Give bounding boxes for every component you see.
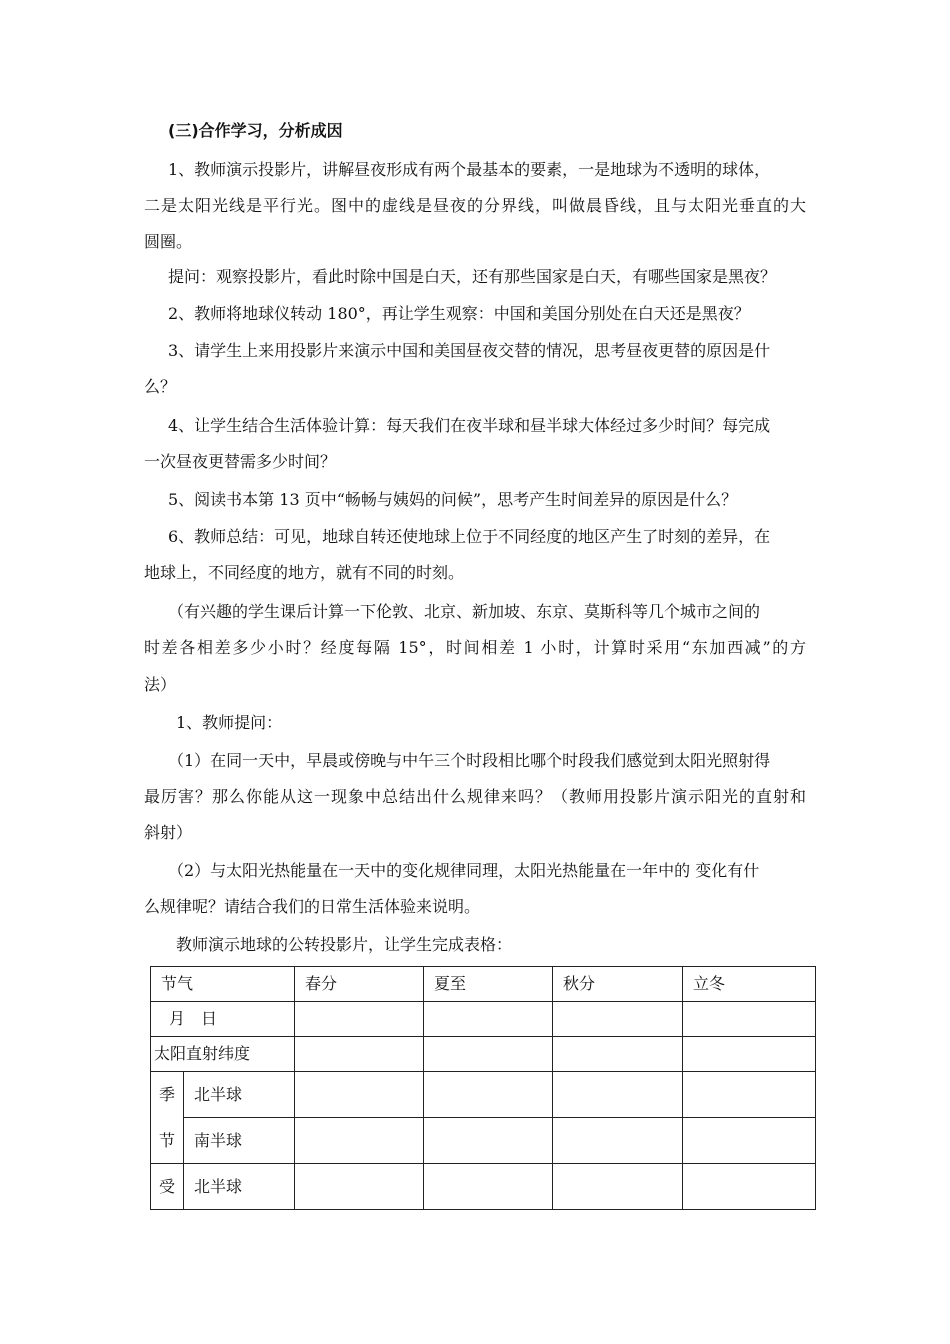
table-cell[interactable]	[424, 1037, 553, 1072]
table-cell[interactable]	[424, 1002, 553, 1037]
table-row	[151, 1118, 816, 1164]
table-row	[151, 1037, 816, 1072]
table-cell[interactable]	[424, 1072, 553, 1118]
table-header-cell: 秋分	[553, 967, 683, 1002]
table-row	[151, 1072, 816, 1118]
paragraph-7-line-3: 法）	[144, 675, 177, 694]
table-row	[151, 1164, 816, 1210]
paragraph-question-2-line-1: （2）与太阳光热能量在一天中的变化规律同理，太阳光热能量在一年中的 变化有什	[168, 861, 760, 880]
table-cell[interactable]	[295, 1072, 424, 1118]
paragraph-7-line-1: （有兴趣的学生课后计算一下伦敦、北京、新加坡、东京、莫斯科等几个城市之间的	[168, 602, 761, 621]
table-header-row	[151, 967, 816, 1002]
paragraph-5: 5、阅读书本第 13 页中“畅畅与姨妈的问候”，思考产生时间差异的原因是什么？	[168, 490, 738, 509]
table-header-cell: 立冬	[683, 967, 816, 1002]
paragraph-1-line-3: 圆圈。	[144, 232, 193, 251]
paragraph-3-line-1: 3、请学生上来用投影片来演示中国和美国昼夜交替的情况，思考昼夜更替的原因是什	[168, 341, 771, 360]
section-heading: (三)合作学习，分析成因	[168, 121, 343, 140]
row-label-south: 南半球	[184, 1118, 295, 1164]
table-header-cell: 节气	[151, 967, 295, 1002]
paragraph-question-1-line-2: 最厉害？那么你能从这一现象中总结出什么规律来吗？（教师用投影片演示阳光的直射和	[144, 787, 806, 806]
table-cell[interactable]	[424, 1118, 553, 1164]
table-cell[interactable]	[295, 1037, 424, 1072]
group-label-season-char-1: 季	[158, 1084, 175, 1104]
table-cell[interactable]	[295, 1002, 424, 1037]
group-label-season	[151, 1072, 184, 1164]
table-cell[interactable]	[683, 1037, 816, 1072]
paragraph-3-line-2: 么？	[144, 377, 177, 396]
group-label-season-char-2: 节	[158, 1130, 175, 1150]
table-cell[interactable]	[295, 1164, 424, 1210]
paragraph-question-2-line-2: 么规律呢？请结合我们的日常生活体验来说明。	[144, 897, 481, 916]
paragraph-4-line-1: 4、让学生结合生活体验计算：每天我们在夜半球和昼半球大体经过多少时间？每完成	[168, 416, 771, 435]
group-label-receive: 受	[151, 1164, 184, 1210]
table-cell[interactable]	[424, 1164, 553, 1210]
row-label-date: 月 日	[151, 1002, 295, 1037]
table-cell[interactable]	[683, 1002, 816, 1037]
paragraph-question-1-line-3: 斜射）	[144, 823, 193, 842]
table-cell[interactable]	[553, 1037, 683, 1072]
table-cell[interactable]	[295, 1118, 424, 1164]
row-label-north: 北半球	[184, 1164, 295, 1210]
table-row	[151, 1002, 816, 1037]
table-cell[interactable]	[683, 1164, 816, 1210]
paragraph-1-line-1: 1、教师演示投影片，讲解昼夜形成有两个最基本的要素，一是地球为不透明的球体，	[168, 160, 771, 179]
row-label-latitude: 太阳直射纬度	[151, 1037, 295, 1072]
table-cell[interactable]	[553, 1118, 683, 1164]
solar-terms-table	[150, 966, 816, 1210]
row-label-north: 北半球	[184, 1072, 295, 1118]
table-header-cell: 春分	[295, 967, 424, 1002]
paragraph-table-intro: 教师演示地球的公转投影片，让学生完成表格：	[176, 935, 513, 954]
paragraph-4-line-2: 一次昼夜更替需多少时间？	[144, 452, 337, 471]
table-cell[interactable]	[553, 1072, 683, 1118]
paragraph-6-line-1: 6、教师总结：可见，地球自转还使地球上位于不同经度的地区产生了时刻的差异，在	[168, 527, 771, 546]
paragraph-1-line-2: 二是太阳光线是平行光。图中的虚线是昼夜的分界线，叫做晨昏线，且与太阳光垂直的大	[144, 196, 806, 215]
paragraph-6-line-2: 地球上，不同经度的地方，就有不同的时刻。	[144, 563, 465, 582]
table-cell[interactable]	[553, 1002, 683, 1037]
paragraph-2: 2、教师将地球仪转动 180°，再让学生观察：中国和美国分别处在白天还是黑夜？	[168, 304, 750, 323]
paragraph-7-line-2: 时差各相差多少小时？经度每隔 15°，时间相差 1 小时，计算时采用“东加西减”的方	[144, 638, 806, 657]
table-cell[interactable]	[683, 1072, 816, 1118]
table-header-cell: 夏至	[424, 967, 553, 1002]
paragraph-question: 提问：观察投影片，看此时除中国是白天，还有那些国家是白天，有哪些国家是黑夜？	[168, 267, 777, 286]
paragraph-question-1-line-1: （1）在同一天中，早晨或傍晚与中午三个时段相比哪个时段我们感觉到太阳光照射得	[168, 751, 771, 770]
table-cell[interactable]	[553, 1164, 683, 1210]
paragraph-teacher-question: 1、教师提问：	[176, 713, 283, 732]
table-cell[interactable]	[683, 1118, 816, 1164]
